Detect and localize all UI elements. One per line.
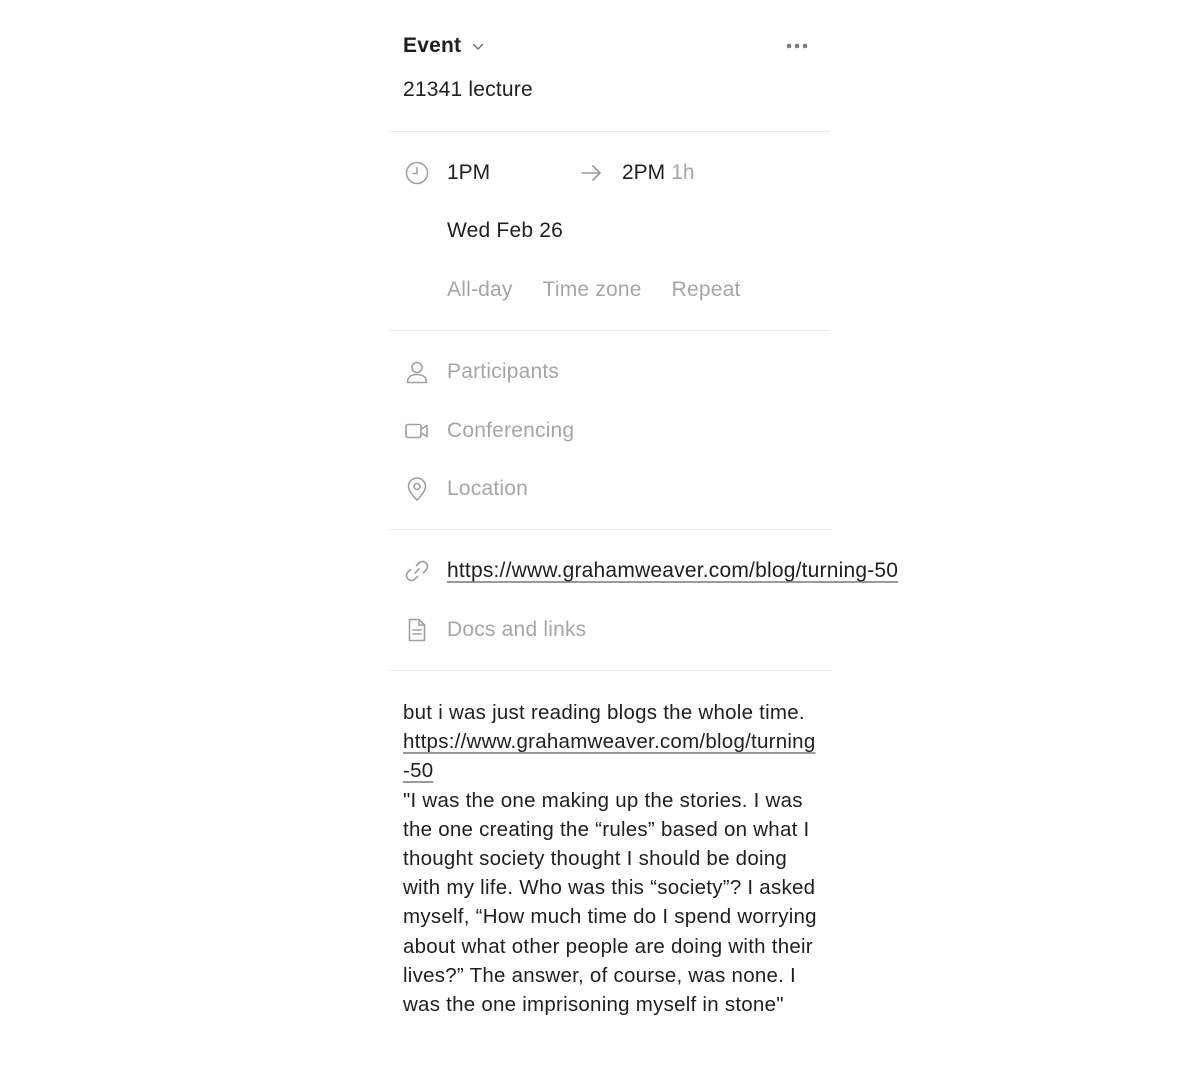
duration-label: 1h bbox=[671, 161, 695, 184]
time-zone-option[interactable]: Time zone bbox=[542, 278, 642, 301]
docs-row[interactable] bbox=[387, 610, 830, 650]
conferencing-label: Conferencing bbox=[447, 419, 575, 442]
notes-quote: "I was the one making up the stories. I was the one creating the “rules” based on what I thought society thought I should be doing with my life. Who was this “society”? I asked myself, “How much time do I spend worrying about what other people are doing with their lives?” The answer, of course, was none. I was the one imprisoning myself in stone" bbox=[403, 788, 817, 1017]
event-title[interactable]: 21341 lecture bbox=[403, 78, 533, 101]
start-time[interactable]: 1PM bbox=[447, 161, 491, 184]
location-row[interactable] bbox=[387, 469, 830, 509]
conferencing-row[interactable] bbox=[387, 411, 830, 451]
divider bbox=[387, 131, 830, 132]
clock-icon bbox=[404, 160, 430, 186]
time-row bbox=[387, 153, 830, 193]
notes-link[interactable]: https://www.grahamweaver.com/blog/turning-50 bbox=[403, 730, 816, 783]
url-row bbox=[387, 551, 899, 591]
event-detail-panel bbox=[387, 0, 899, 1092]
more-options-button[interactable] bbox=[783, 34, 815, 58]
notes-line: but i was just reading blogs the whole time. bbox=[403, 701, 805, 724]
divider bbox=[387, 529, 830, 530]
event-type-dropdown[interactable] bbox=[403, 34, 485, 58]
divider bbox=[387, 670, 830, 671]
end-time-label: 2PM bbox=[622, 161, 666, 184]
event-url-text: https://www.grahamweaver.com/blog/turning-50 bbox=[447, 559, 899, 582]
end-time[interactable] bbox=[622, 161, 695, 185]
time-options bbox=[447, 278, 741, 302]
location-pin-icon bbox=[404, 476, 430, 502]
person-icon bbox=[404, 359, 430, 385]
divider bbox=[387, 330, 830, 331]
link-icon bbox=[404, 558, 430, 584]
event-notes[interactable] bbox=[403, 698, 818, 1019]
all-day-option[interactable]: All-day bbox=[447, 278, 513, 301]
arrow-right-icon bbox=[580, 162, 604, 184]
docs-label: Docs and links bbox=[447, 618, 587, 641]
repeat-option[interactable]: Repeat bbox=[671, 278, 741, 301]
panel-header bbox=[403, 30, 815, 62]
participants-label: Participants bbox=[447, 360, 560, 383]
more-horizontal-icon bbox=[783, 34, 815, 58]
event-url-link[interactable] bbox=[447, 559, 899, 583]
video-camera-icon bbox=[404, 418, 430, 444]
chevron-down-icon bbox=[471, 40, 485, 54]
participants-row[interactable] bbox=[387, 352, 830, 392]
document-icon bbox=[404, 617, 430, 643]
event-date[interactable]: Wed Feb 26 bbox=[447, 219, 564, 242]
location-label: Location bbox=[447, 477, 528, 500]
event-type-label: Event bbox=[403, 34, 462, 57]
